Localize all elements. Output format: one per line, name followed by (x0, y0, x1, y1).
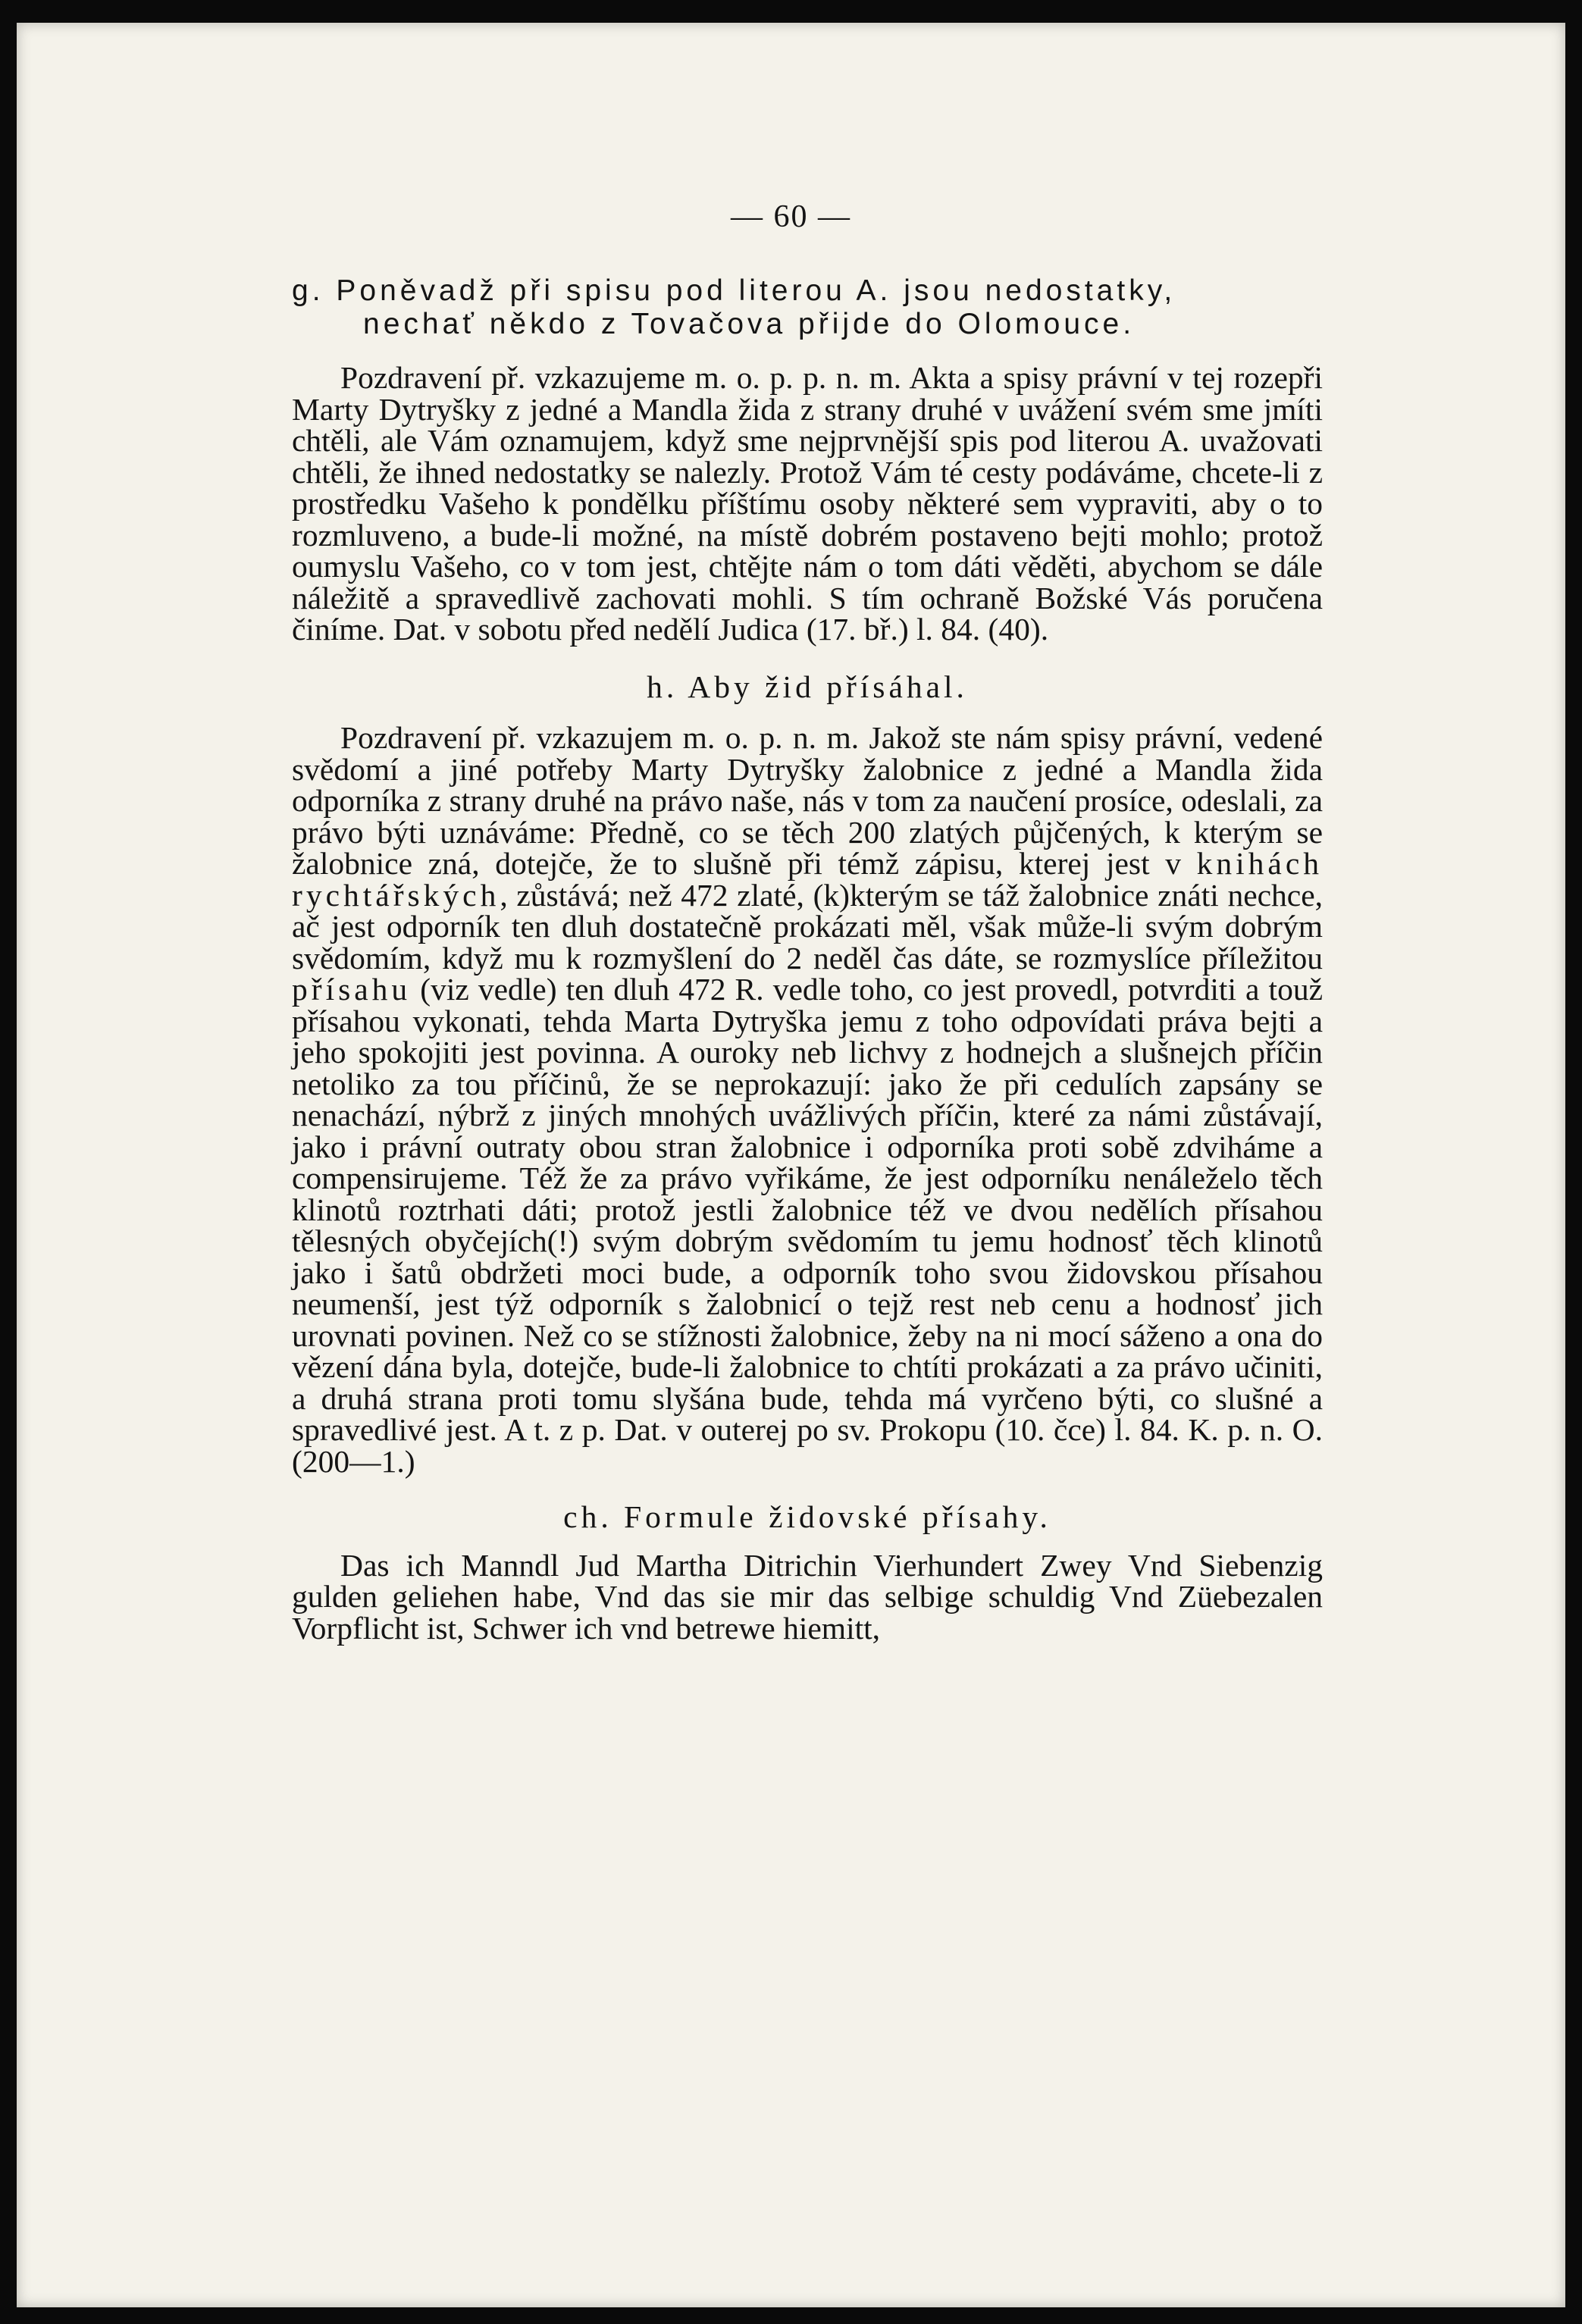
section-h-title: h. Aby žid přísáhal. (647, 669, 968, 704)
page-content (292, 274, 1323, 1644)
section-h-text-2: , zůstává; než 472 zlaté, (k)kterým se táž žalobnice znáti nechce, ač jest odporník ten dluh dostatečně prokázati měl, však může-li svým dobrým svědomím, když mu k rozmyšlení do 2 neděl čas dáte, se rozmyslíce příležitou (292, 877, 1323, 976)
section-g-heading-line2: nechať někdo z Tovačova přijde do Olomouce. (363, 308, 1136, 340)
section-g-paragraph: Pozdravení př. vzkazujeme m. o. p. p. n. m. Akta a spisy právní v tej rozepři Marty Dytryšky z jedné a Mandla žida z strany druhé v uvážení svém sme jmíti chtěli, ale Vám oznamujem, když sme nejprvnější spis pod literou A. uvažovati chtěli, že ihned nedostatky se nalezly. Protož Vám té cesty podáváme, chcete-li z prostředku Vašeho k pondělku příštímu osoby některé sem vypraviti, aby o to rozmluveno, a bude-li možné, na místě dobrém postaveno bejti mohlo; protož oumyslu Vašeho, co v tom jest, chtějte nám o tom dáti věděti, abychom se dále náležitě a spravedlivě zachovati mohli. S tím ochraně Božské Vás poručena činíme. Dat. v sobotu před nedělí Judica (17. bř.) l. 84. (40). (292, 360, 1323, 647)
page-number: — 60 — (731, 199, 851, 234)
section-h-emph-2: přísahu (292, 972, 412, 1007)
section-g-heading-line1: g. Poněvadž při spisu pod literou A. jsou nedostatky, (292, 274, 1176, 307)
section-ch-paragraph: Das ich Manndl Jud Martha Ditrichin Vierhundert Zwey Vnd Siebenzig gulden geliehen habe, Vnd das sie mir das selbige schuldig Vnd Züebezalen Vorpflicht ist, Schwer ich vnd betrewe hiemitt, (292, 1547, 1323, 1646)
section-h-text-3: (viz vedle) ten dluh 472 R. vedle toho, co jest provedl, potvrditi a touž přísahou vykonati, tehda Marta Dytryška jemu z toho odpovídati práva bejti a jeho spokojiti jest povinna. A ouroky neb lichvy z hodnejch a slušnejch příčin netoliko za tou příčinů, že se neprokazují: jako že při cedulích zapsány se nenachází, nýbrž z jiných mnohých uvážlivých příčin, které za námi zůstávají, jako i právní outraty obou stran žalobnice i odporníka proti sobě zdviháme a compensirujeme. Též že za právo vyřikáme, že jest odporníku nenáleželo těch klinotů roztrhati dáti; protož jestli žalobnice též ve dvou nedělích přísahou tělesných obyčejích(!) svým dobrým svědomím tu jemu hodnosť těch klinotů jako i šatů obdržeti moci bude, a odporník toho svou židovskou přísahou neumenší, jest týž odporník s žalobnicí o tejž rest neb cenu a hodnosť jich urovnati povinen. Než co se stížnosti žalobnice, žeby na ni mocí sáženo a ona do vězení dána byla, dotejče, bude-li žalobnice to chtíti prokázati a za právo učiniti, a druhá strana proti tomu slyšána bude, tehda má vyrčeno býti, co slušné a spravedlivé jest. A t. z p. Dat. v outerej po sv. Prokopu (10. čce) l. 84. K. p. n. O. (200—1.) (292, 972, 1323, 1479)
section-ch-title: ch. Formule židovské přísahy. (563, 1499, 1051, 1534)
section-h-paragraph (292, 722, 1323, 1477)
section-h-emph-1: knihách rychtářských (292, 846, 1323, 913)
section-h-text-1: Pozdravení př. vzkazujem m. o. p. n. m. Jakož ste nám spisy právní, vedené svědomí a jiné potřeby Marty Dytryšky žalobnice z jedné a Mandla žida odporníka z strany druhé na právo naše, nás v tom za naučení prosíce, odeslali, za právo býti uznáváme: Předně, co se těch 200 zlatých půjčených, k kterým se žalobnice zná, dotejče, že to slušně při témž zápisu, kterej jest v (292, 720, 1323, 881)
section-ch-body (292, 1547, 1323, 1646)
